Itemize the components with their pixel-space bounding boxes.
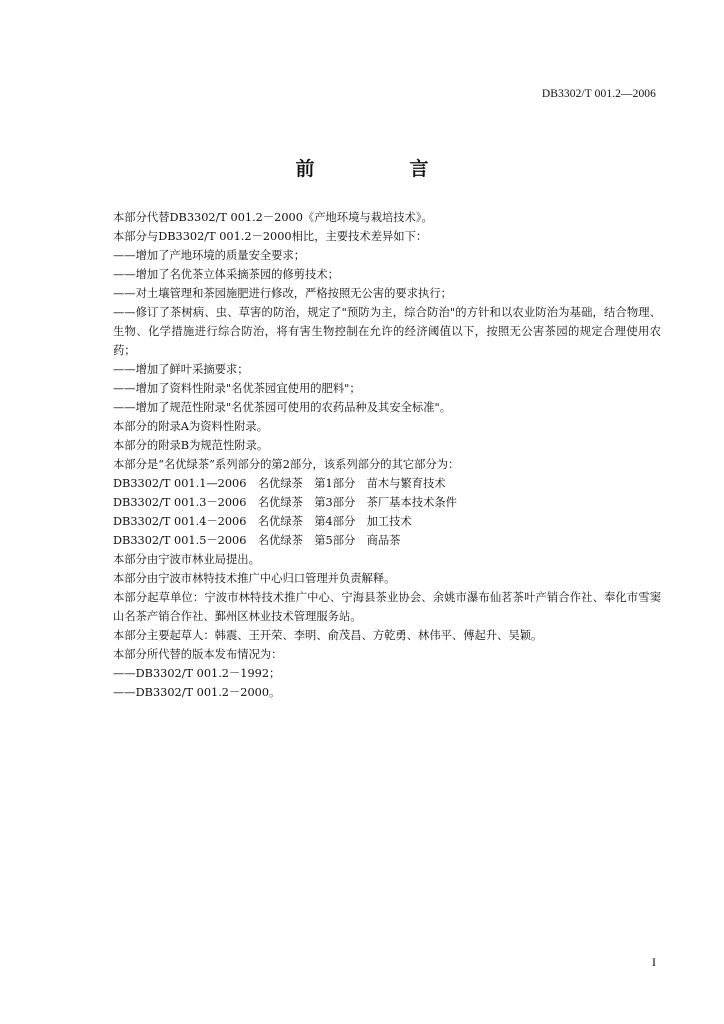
paragraph-appendix-a: 本部分的附录A为资料性附录。: [113, 420, 269, 433]
series-part-item: DB3302/T 001.1—2006 名优绿茶 第1部分 苗木与繁育技术: [113, 477, 446, 490]
series-part-item: DB3302/T 001.3－2006 名优绿茶 第3部分 茶厂基本技术条件: [113, 496, 457, 509]
standard-code: DB3302/T 001.2—2006: [541, 88, 656, 100]
list-item: ——DB3302/T 001.2－1992；: [113, 667, 281, 680]
list-item: ——增加了资料性附录"名优茶园宜使用的肥料"；: [113, 382, 361, 395]
foreword-body: [113, 208, 661, 702]
list-item: ——增加了规范性附录"名优茶园可使用的农药品种及其安全标准"。: [113, 401, 452, 414]
list-item: ——修订了茶树病、虫、草害的防治，规定了"预防为主，综合防治"的方针和以农业防治为基础，结合物理、生物、化学措施进行综合防治，将有害生物控制在允许的经济阈值以下，按照无公害茶园的规定合理使用农药；: [113, 306, 661, 357]
paragraph-proposed-by: 本部分由宁波市林业局提出。: [113, 553, 260, 566]
paragraph-drafting-units: 本部分起草单位：宁波市林特技术推广中心、宁海县茶业协会、余姚市瀑布仙茗茶叶产销合作社、奉化市雪窦山名茶产销合作社、鄞州区林业技术管理服务站。: [113, 591, 661, 623]
list-item: ——DB3302/T 001.2－2000。: [113, 686, 281, 699]
series-part-item: DB3302/T 001.4－2006 名优绿茶 第4部分 加工技术: [113, 515, 412, 528]
paragraph-differences-intro: 本部分与DB3302/T 001.2－2000相比，主要技术差异如下：: [113, 230, 428, 243]
page-number: I: [652, 955, 656, 969]
paragraph-series-intro: 本部分是“名优绿茶”系列部分的第2部分，该系列部分的其它部分为：: [113, 458, 460, 471]
paragraph-appendix-b: 本部分的附录B为规范性附录。: [113, 439, 269, 452]
paragraph-managed-by: 本部分由宁波市林特技术推广中心归口管理并负责解释。: [113, 572, 396, 585]
list-item: ——对土壤管理和茶园施肥进行修改，严格按照无公害的要求执行；: [113, 287, 452, 300]
page-title: 前 言: [295, 158, 467, 180]
series-part-item: DB3302/T 001.5－2006 名优绿茶 第5部分 商品茶: [113, 534, 401, 547]
list-item: ——增加了鲜叶采摘要求；: [113, 363, 249, 376]
paragraph-drafters: 本部分主要起草人：韩震、王开荣、李明、俞茂昌、方乾勇、林伟平、傅起升、吴颖。: [113, 629, 543, 642]
list-item: ——增加了产地环境的质量安全要求；: [113, 249, 306, 262]
list-item: ——增加了名优茶立体采摘茶园的修剪技术；: [113, 268, 339, 281]
paragraph-replaced-versions: 本部分所代替的版本发布情况为：: [113, 648, 283, 661]
paragraph-replaces: 本部分代替DB3302/T 001.2－2000《产地环境与栽培技术》。: [113, 211, 433, 224]
